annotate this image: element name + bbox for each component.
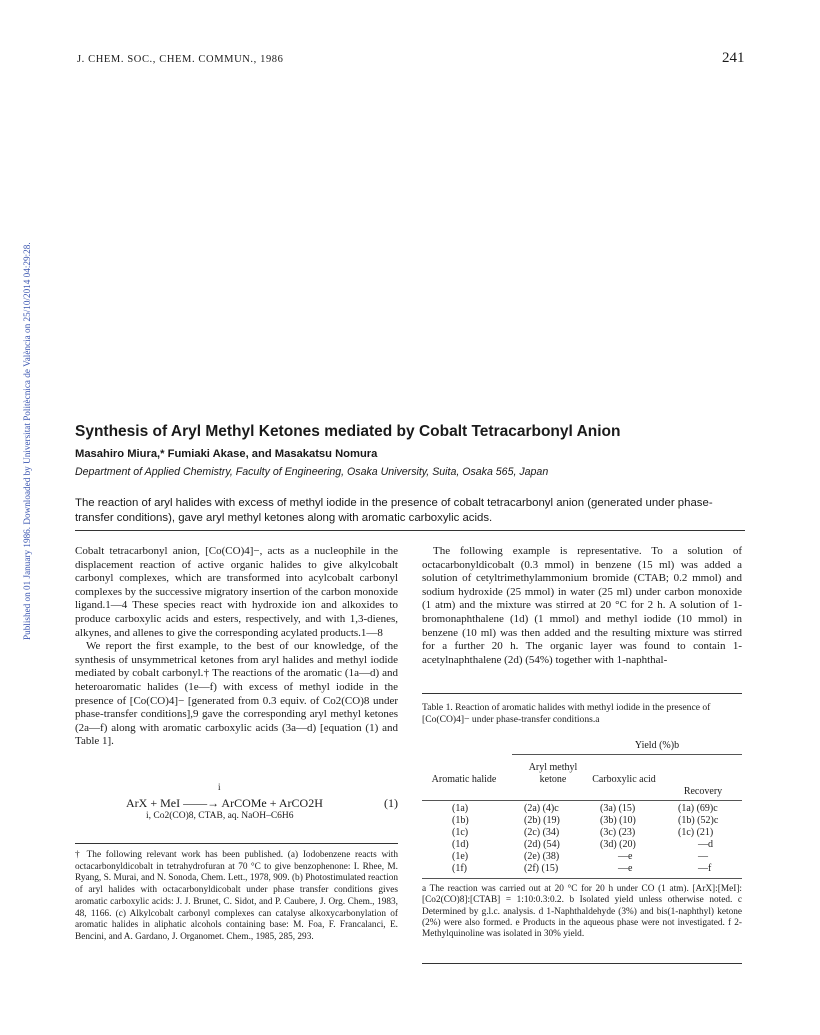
table-cell: (1e) [452, 851, 469, 862]
table-notes: a The reaction was carried out at 20 °C for 20 h under CO (1 atm). [ArX]:[MeI]:[Co2(CO)8]:[CTAB] = 1:10:0.3:0.2. b Isolated yield unless otherwise noted. c Determined by g.l.c. analysis. d 1-Naphthaldehyde (3%) and bis(1-naphthyl) ketone (2%) were also formed. e Products in the aqueous phase were not investigated. f 2-Methylquinoline was isolated in 30% yield. [422, 884, 742, 940]
table-bottom-rule [422, 878, 742, 879]
table-cell: (3c) (23) [600, 827, 636, 838]
table-row [422, 815, 742, 827]
body-paragraph-1: Cobalt tetracarbonyl anion, [Co(CO)4]−, acts as a nucleophile in the displacement reaction of active organic halides to give alkylcobalt carbonyl complexes, which are transformed into acylcobalt carbonyl complexes by the successive migratory insertion of the carbon monoxide ligand.1—4 These species react with hydroxide ion and alkoxides to produce carboxylic acids and esters, respectively, and with 1,3-dienes, alkynes, and allenes to give the corresponding acylated products.1—8 [75, 545, 398, 639]
table-cell: —f [698, 863, 712, 874]
table-top-divider [422, 693, 742, 694]
table-col-recovery: Recovery [683, 786, 723, 797]
table-cell: —e [618, 851, 633, 862]
equation-reagent-label: i [218, 782, 221, 792]
table-cell: (1f) [452, 863, 467, 874]
article-authors: Masahiro Miura,* Fumiaki Akase, and Masakatsu Nomura [75, 448, 378, 460]
table-cell: (2a) (4)c [524, 803, 559, 814]
article-abstract: The reaction of aryl halides with excess of methyl iodide in the presence of cobalt tetracarbonyl anion (generated under phase-transfer conditions), gave aryl methyl ketones along with aromatic carboxylic acids. [75, 497, 713, 524]
table-1 [422, 740, 742, 880]
table-row [422, 863, 742, 875]
right-column [422, 545, 742, 667]
table-cell: (3a) (15) [600, 803, 636, 814]
abstract-divider [75, 530, 745, 531]
table-cell: (2d) (54) [524, 839, 560, 850]
footnote: † The following relevant work has been published. (a) Iodobenzene reacts with octacarbonyldicobalt in tetrahydrofuran at 70 °C to give benzophenone: I. Rhee, M. Ryang, S. Murai, and N. Sonoda, Chem. Lett., 1978, 909. (b) Photostimulated reaction of aryl halides with octacarbonyldicobalt under phase transfer conditions gives aromatic carboxylic acids: J. J. Brunet, C. Sidot, and P. Caubere, J. Org. Chem., 1983, 48, 1166. (c) Alkylcobalt carbonyl complexes can catalyse alkoxycarbonylation of aromatic halides in aliphatic alcohols containing base: M. Foa, F. Francalanci, E. Bencini, and A. Gardano, J. Organomet. Chem., 1985, 285, 293. [75, 850, 398, 942]
equation-reaction: ArX + MeI ——→ ArCOMe + ArCO2H [126, 796, 323, 810]
table-cell: (2b) (19) [524, 815, 560, 826]
left-column [75, 545, 398, 749]
body-paragraph-3: The following example is representative. To a solution of octacarbonyldicobalt (0.3 mmol) in benzene (15 ml) was added a solution of cetyltrimethylammonium bromide (CTAB; 0.2 mmol) and sodium hydroxide (25 mmol) in water (25 ml) under carbon monoxide (1 atm) and the mixture was stirred at 20 °C for 2 h. A solution of 1-bromonaphthalene (1d) (1 mmol) and methyl iodide (10 mmol) in benzene (10 ml) was then added and the resulting mixture was stirred for a further 20 h. The organic layer was found to contain 1-acetylnaphthalene (2d) (54%) together with 1-naphthal- [422, 545, 742, 666]
table-row [422, 803, 742, 815]
table-row [422, 827, 742, 839]
article-affiliation: Department of Applied Chemistry, Faculty of Engineering, Osaka University, Suita, Osaka 565, Japan [75, 466, 549, 478]
table-cell: —d [698, 839, 713, 850]
table-row [422, 839, 742, 851]
table-notes-divider [422, 963, 742, 964]
table-cell: (3b) (10) [600, 815, 636, 826]
table-yield-rule [512, 754, 742, 755]
table-header-rule [422, 800, 742, 801]
table-cell: —e [618, 863, 633, 874]
table-col-halide: Aromatic halide [431, 774, 497, 785]
table-yield-header: Yield (%)b [634, 740, 680, 751]
journal-header: J. CHEM. SOC., CHEM. COMMUN., 1986 [77, 54, 284, 65]
table-cell: (1a) [452, 803, 469, 814]
table-cell: (2e) (38) [524, 851, 560, 862]
body-paragraph-2: We report the first example, to the best of our knowledge, of the synthesis of unsymmetrical ketones from aryl halides and methyl iodide mediated by cobalt carbonyl.† The reactions of the aromatic (1a—d) and heteroaromatic halides (1e—f) with excess of methyl iodide in the presence of [Co(CO)4]− [generated from 0.3 equiv. of Co2(CO)8 under phase-transfer conditions],9 gave the corresponding aryl methyl ketones (2a—f) along with aromatic carboxylic acids (3a—d) [equation (1) and Table 1]. [75, 640, 398, 748]
table-cell: (1c) (21) [678, 827, 714, 838]
table-row [422, 851, 742, 863]
equation-number: (1) [384, 796, 398, 810]
article-title: Synthesis of Aryl Methyl Ketones mediated by Cobalt Tetracarbonyl Anion [75, 423, 621, 440]
table-cell: (1a) (69)c [678, 803, 718, 814]
page-number: 241 [722, 50, 745, 66]
table-cell: (1b) (52)c [678, 815, 719, 826]
footnote-divider [75, 843, 398, 844]
download-notice-link[interactable]: Published on 01 January 1986. Downloaded by Universitat Politècnica de València on 25/10/2014 04:29:28. [22, 242, 32, 640]
table-cell: (3d) (20) [600, 839, 636, 850]
table-cell: — [698, 851, 708, 862]
download-notice-sidebar [10, 170, 32, 640]
table-cell: (2c) (34) [524, 827, 560, 838]
table-cell: (1b) [452, 815, 469, 826]
table-cell: (2f) (15) [524, 863, 559, 874]
table-cell: (1d) [452, 839, 469, 850]
equation-conditions: i, Co2(CO)8, CTAB, aq. NaOH–C6H6 [146, 811, 294, 821]
table-col-ketone: Aryl methyl ketone [528, 762, 578, 785]
table-caption: Table 1. Reaction of aromatic halides with methyl iodide in the presence of [Co(CO)4]− under phase-transfer conditions.a [422, 702, 711, 725]
table-col-acid: Carboxylic acid [592, 774, 656, 785]
table-cell: (1c) [452, 827, 469, 838]
